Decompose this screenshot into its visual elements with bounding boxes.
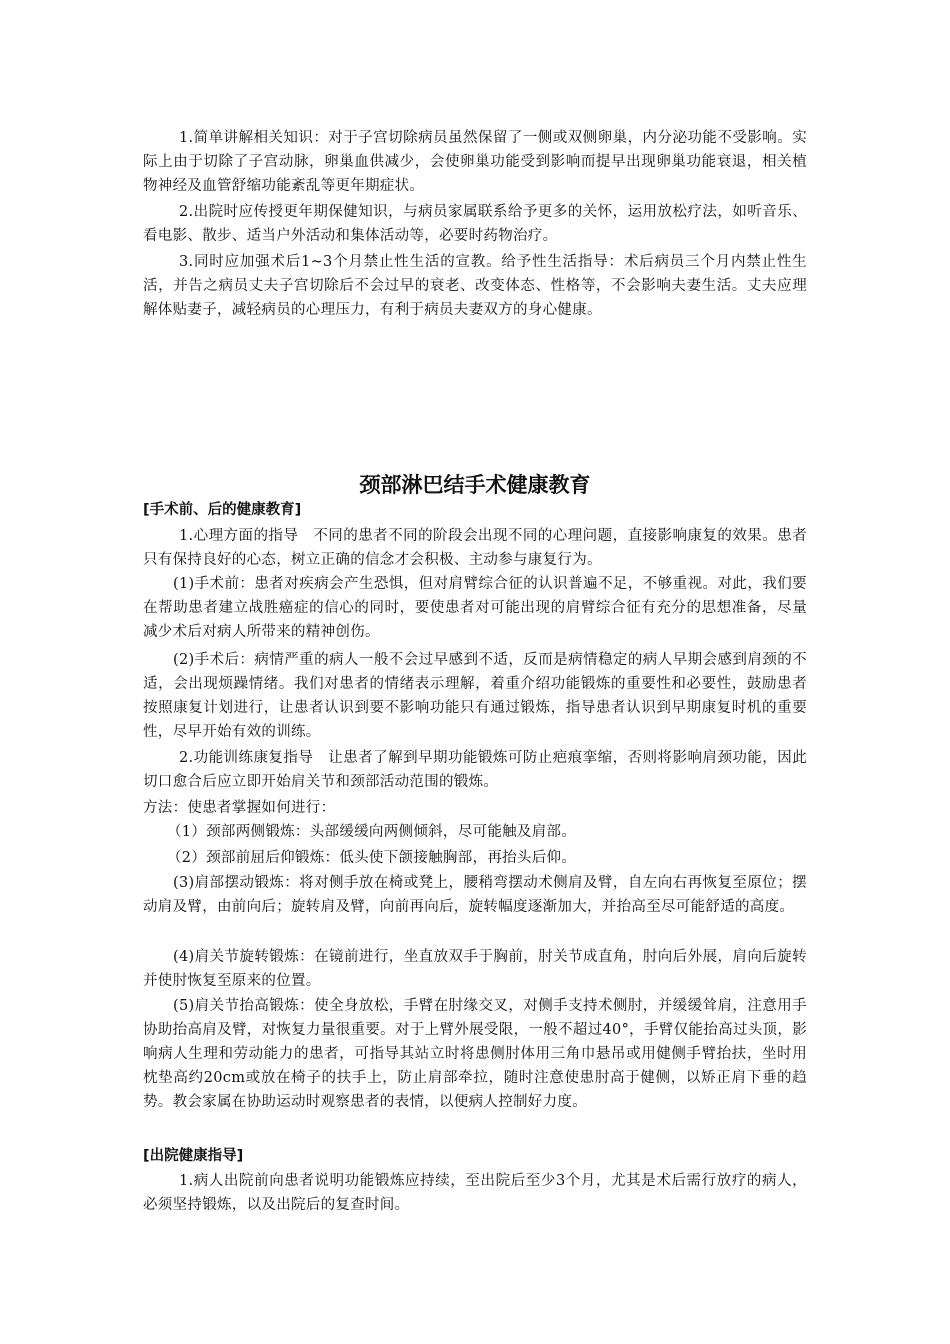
paragraph: (2)手术后：病情严重的病人一般不会过早感到不适，反而是病情稳定的病人早期会感到肩颈的不适，会出现烦躁情绪。我们对患者的情绪表示理解，着重介绍功能锻炼的重要性和必要性，鼓励患者按照康复计划进行，让患者认识到要不影响功能只有通过锻炼，指导患者认识到早期康复时机的重要性，尽早开始有效的训练。: [143, 652, 807, 740]
list-item: (5)肩关节抬高锻炼：使全身放松，手臂在肘缘交叉，对侧手支持术侧肘，并缓缓耸肩，注意用手协助抬高肩及臂，对恢复力量很重要。对于上臂外展受限，一般不超过40°，手臂仅能抬高过头顶，影响病人生理和劳动能力的患者，可指导其站立时将患侧肘体用三角巾悬吊或用健侧手臂抬扶，坐时用枕垫高约20cm或放在椅子的扶手上，防止肩部牵拉，随时注意使患肘高于健侧，以矫正肩下垂的趋势。教会家属在协助运动时观察患者的表情，以便病人控制好力度。: [143, 998, 807, 1110]
paragraph: 3.同时应加强术后1~3个月禁止性生活的宣教。给予性生活指导：术后病员三个月内禁止性生活，并告之病员丈夫子宫切除后不会过早的衰老、改变体态、性格等，不会影响夫妻生活。丈夫应理解体贴妻子，减轻病员的心理压力，有利于病员夫妻双方的身心健康。: [143, 254, 807, 318]
section-heading: [出院健康指导]: [143, 1148, 244, 1164]
paragraph: 1.心理方面的指导 不同的患者不同的阶段会出现不同的心理问题，直接影响康复的效果。患者只有保持良好的心态，树立正确的信念才会积极、主动参与康复行为。: [143, 528, 807, 568]
paragraph: 1.简单讲解相关知识：对于子宫切除病员虽然保留了一侧或双侧卵巢，内分泌功能不受影响。实际上由于切除了子宫动脉，卵巢血供减少，会使卵巢功能受到影响而提早出现卵巢功能衰退，相关植物神经及血管舒缩功能紊乱等更年期症状。: [143, 130, 807, 194]
list-item: (3)肩部摆动锻炼：将对侧手放在椅或凳上，腰稍弯摆动术侧肩及臂，自左向右再恢复至原位；摆动肩及臂，由前向后；旋转肩及臂，向前再向后，旋转幅度逐渐加大，并抬高至尽可能舒适的高度。: [143, 875, 807, 915]
paragraph: (1)手术前：患者对疾病会产生恐惧，但对肩臂综合征的认识普遍不足，不够重视。对此，我们要在帮助患者建立战胜癌症的信心的同时，要使患者对可能出现的肩臂综合征有充分的思想准备，尽量减少术后对病人所带来的精神创伤。: [143, 576, 807, 640]
paragraph: 2.功能训练康复指导 让患者了解到早期功能锻炼可防止疤痕挛缩，否则将影响肩颈功能，因此切口愈合后应立即开始肩关节和颈部活动范围的锻炼。: [143, 750, 807, 790]
list-item: （2）颈部前屈后仰锻炼：低头使下颌接触胸部，再抬头后仰。: [167, 850, 577, 866]
list-item: （1）颈部两侧锻炼：头部缓缓向两侧倾斜，尽可能触及肩部。: [167, 824, 577, 840]
page-title: 颈部淋巴结手术健康教育: [359, 473, 591, 497]
paragraph: 1.病人出院前向患者说明功能锻炼应持续，至出院后至少3个月，尤其是术后需行放疗的病人，必须坚持锻炼，以及出院后的复查时间。: [143, 1173, 807, 1213]
list-item: (4)肩关节旋转锻炼：在镜前进行，坐直放双手于胸前，肘关节成直角，肘向后外展，肩向后旋转并使肘恢复至原来的位置。: [143, 949, 807, 989]
paragraph: 2.出院时应传授更年期保健知识，与病员家属联系给予更多的关怀，运用放松疗法，如听音乐、看电影、散步、适当户外活动和集体活动等，必要时药物治疗。: [143, 204, 807, 244]
method-label: 方法：使患者掌握如何进行：: [143, 800, 336, 816]
section-heading: [手术前、后的健康教育]: [143, 502, 302, 518]
